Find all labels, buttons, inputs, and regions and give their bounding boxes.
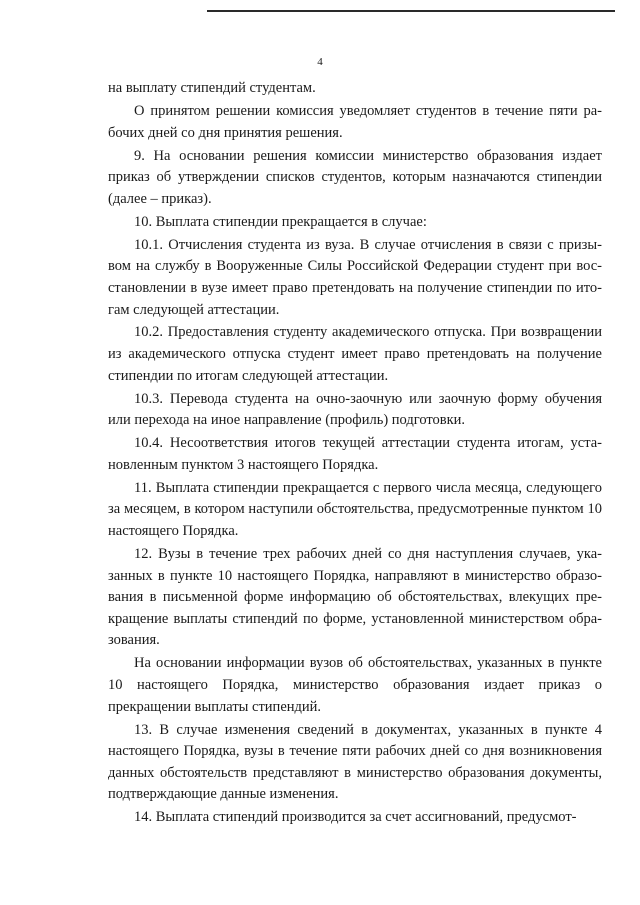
paragraph-clause-10-2: 10.2. Предоставления студенту академического отпуска. При возвращении из академического отпуска студент имеет право претендовать на получение стипендии по итогам следующей аттестации. [108, 324, 602, 384]
page-number: 4 [317, 56, 323, 68]
paragraph-clause-10-4: 10.4. Несоответствия итогов текущей аттестации студента итогам, установленным пунктом 3 настоящего Порядка. [108, 435, 602, 473]
paragraph-clause-9: 9. На основании решения комиссии министерство образования издает приказ об утверждении списков студентов, которым назначаются стипендии (далее – приказ). [108, 147, 602, 207]
paragraph-clause-10: 10. Выплата стипендии прекращается в случае: [134, 213, 427, 230]
top-rule [207, 10, 615, 12]
paragraph-commission-notice: О принятом решении комиссия уведомляет студентов в течение пяти рабочих дней со дня принятия решения. [108, 102, 602, 141]
document-body [108, 78, 602, 830]
paragraph-clause-11: 11. Выплата стипендии прекращается с первого числа месяца, следующего за месяцем, в котором наступили обстоятельства, предусмотренные пунктом 10 настоящего Порядка. [108, 479, 602, 539]
paragraph-clause-10-1: 10.1. Отчисления студента из вуза. В случае отчисления в связи с призывом на службу в Вооруженные Силы Российской Федерации студент при восстановлении в вузе имеет право претендовать на получение стипендии по итогам следующей аттестации. [108, 236, 602, 318]
paragraph-clause-10-3: 10.3. Перевода студента на очно-заочную или заочную форму обучения или перехода на иное направление (профиль) подготовки. [108, 390, 602, 429]
paragraph-clause-12-order: На основании информации вузов об обстоятельствах, указанных в пункте 10 настоящего Порядка, министерство образования издает приказ о прекращении выплаты стипендий. [108, 655, 602, 715]
paragraph-clause-12: 12. Вузы в течение трех рабочих дней со дня наступления случаев, указанных в пункте 10 настоящего Порядка, направляют в министерство образования в письменной форме информацию об обстоятельствах, влекущих прекращение выплаты стипендий по форме, установленной министерством образования. [108, 545, 602, 649]
paragraph-clause-13: 13. В случае изменения сведений в документах, указанных в пункте 4 настоящего Порядка, вузы в течение пяти рабочих дней со дня возникновения данных обстоятельств представляют в министерство образования документы, подтверждающие данные изменения. [108, 721, 602, 803]
paragraph-clause-14: 14. Выплата стипендий производится за счет ассигнований, предусмот- [134, 809, 577, 826]
paragraph-continuation: на выплату стипендий студентам. [108, 80, 316, 96]
